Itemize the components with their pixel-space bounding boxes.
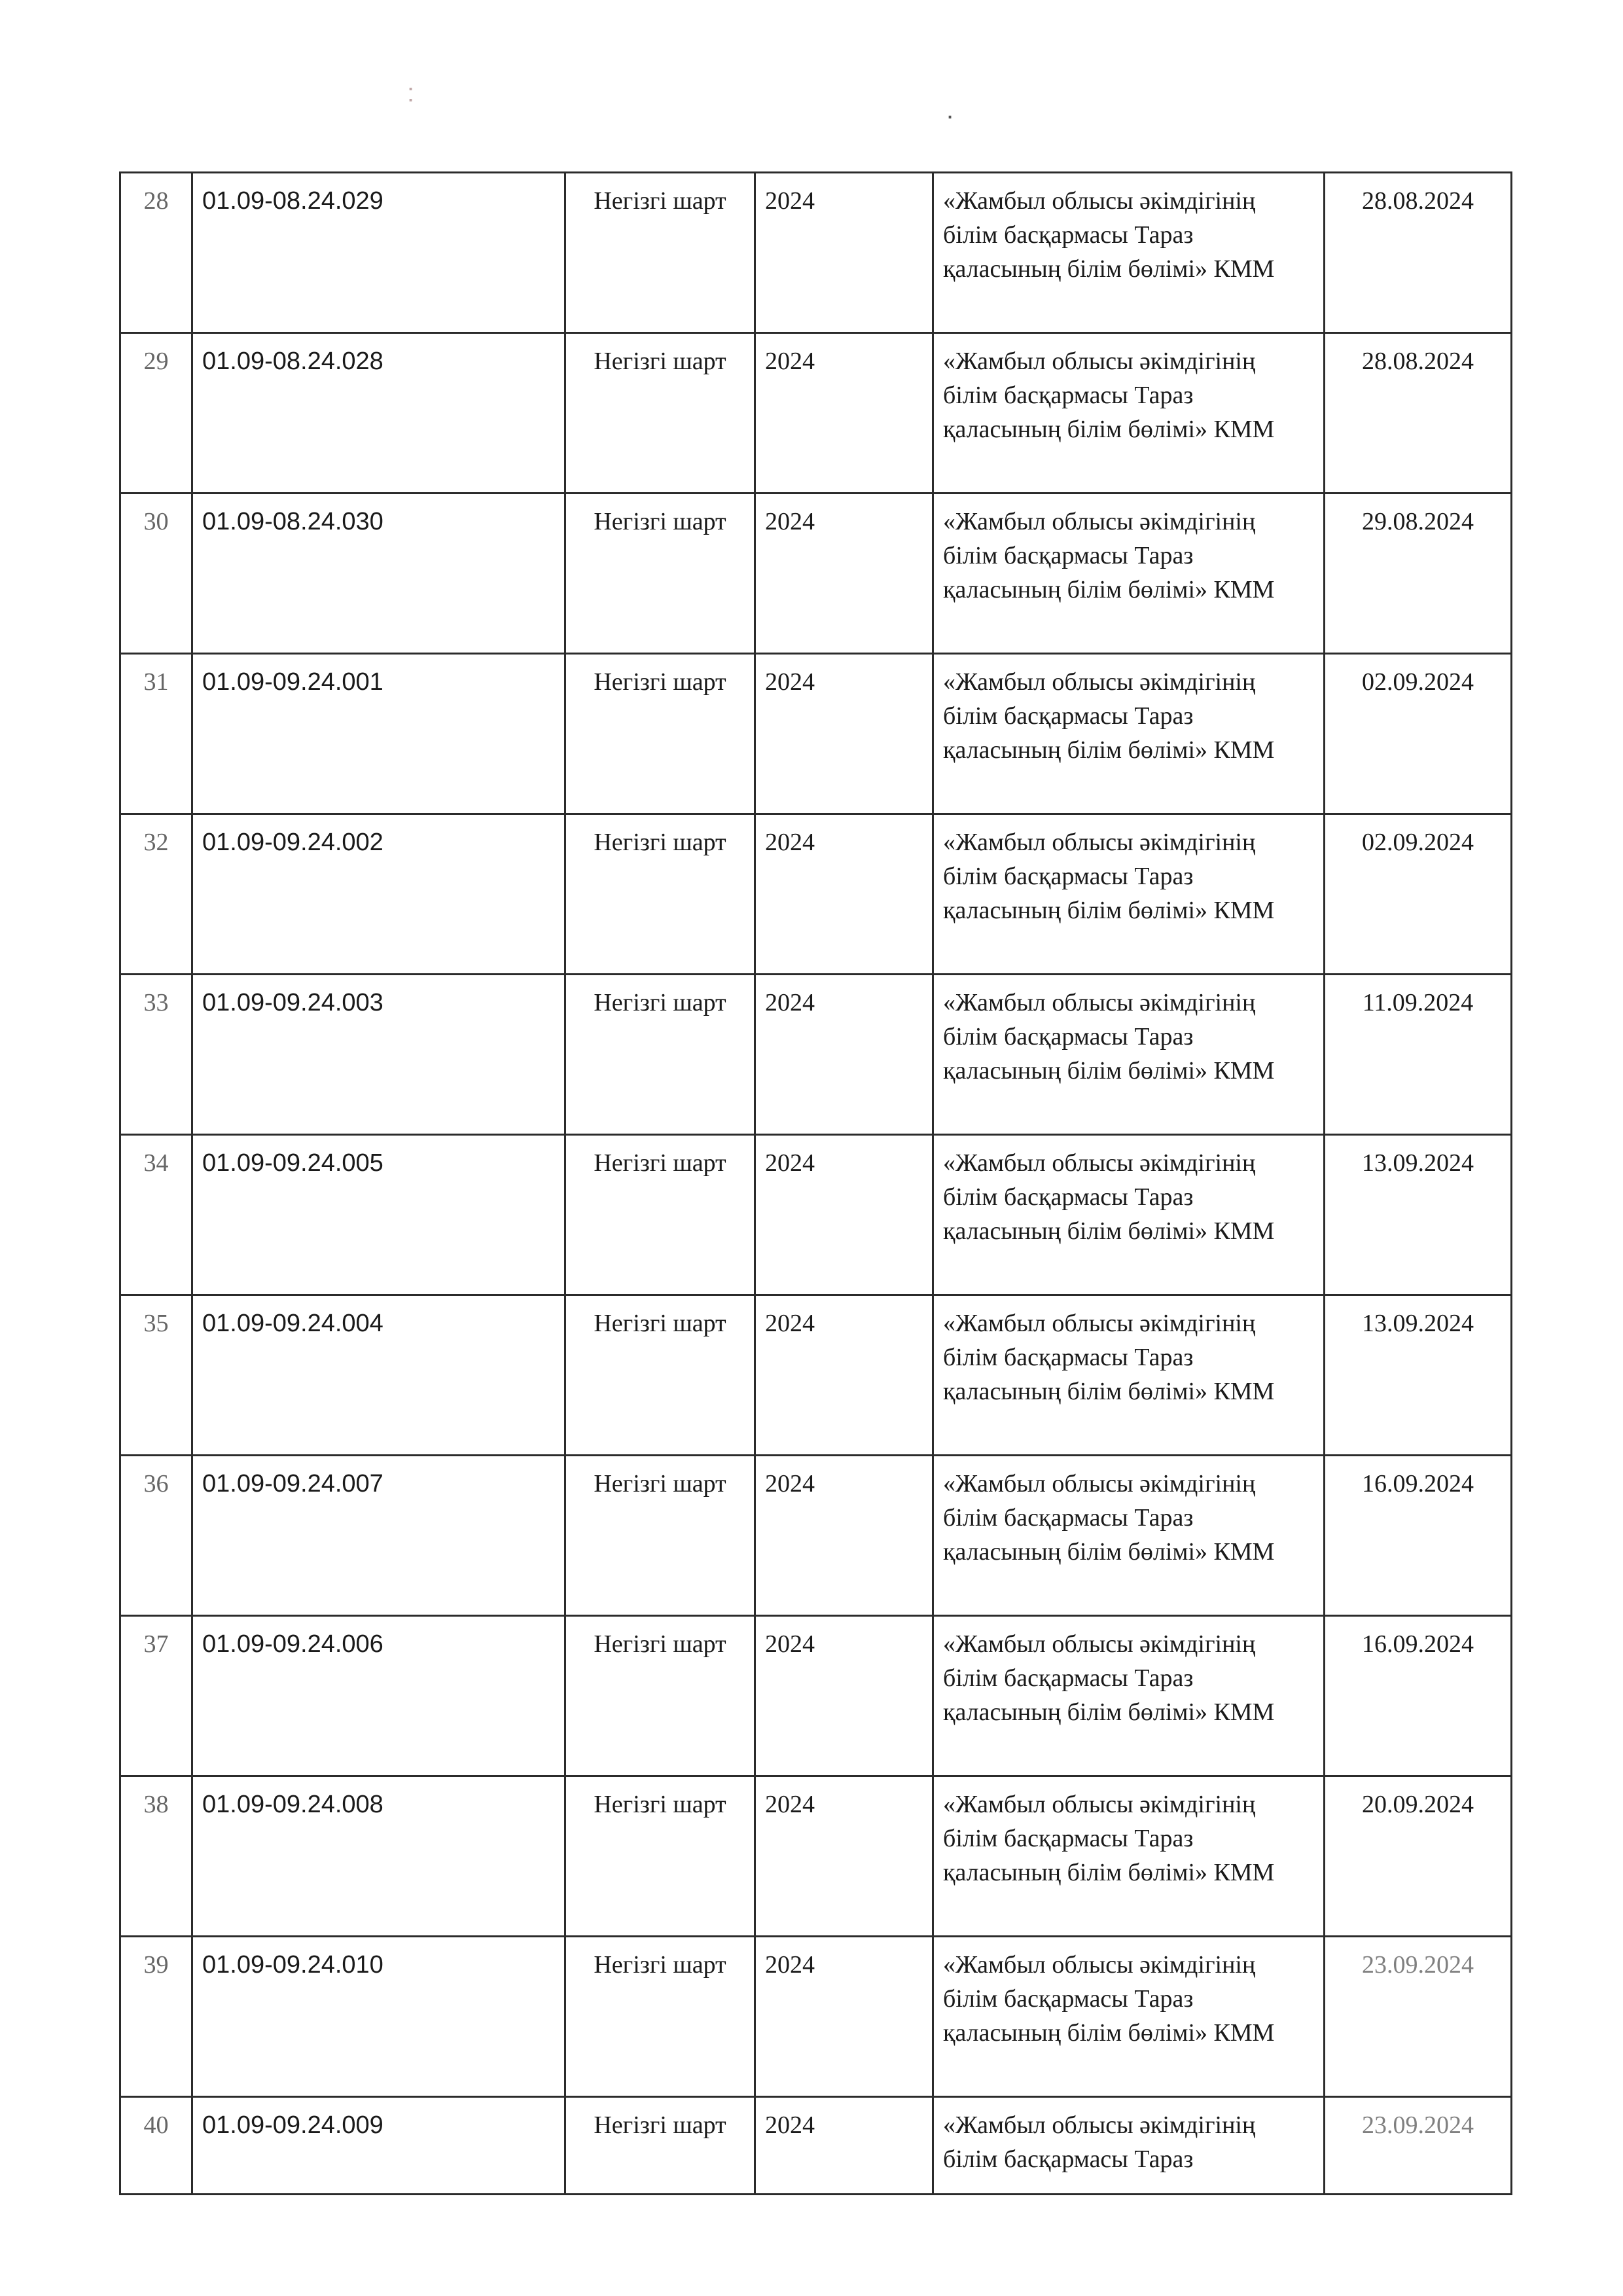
contract-date-cell: 02.09.2024 bbox=[1325, 654, 1512, 814]
row-number-cell: 38 bbox=[120, 1776, 192, 1937]
organization-cell: «Жамбыл облысы әкімдігінің білім басқармасы Тараз қаласының білім бөлімі» КММ bbox=[933, 333, 1325, 493]
table-row bbox=[120, 1937, 1512, 2097]
contract-type-cell: Негізгі шарт bbox=[565, 1616, 755, 1776]
contract-number-cell: 01.09-09.24.006 bbox=[192, 1616, 565, 1776]
contract-number-cell: 01.09-08.24.030 bbox=[192, 493, 565, 654]
row-number-cell: 36 bbox=[120, 1456, 192, 1616]
table-row bbox=[120, 333, 1512, 493]
contract-year-cell: 2024 bbox=[755, 1456, 933, 1616]
contract-type-cell: Негізгі шарт bbox=[565, 654, 755, 814]
table-row bbox=[120, 1616, 1512, 1776]
row-number-cell: 31 bbox=[120, 654, 192, 814]
row-number-cell: 29 bbox=[120, 333, 192, 493]
contract-number-cell: 01.09-09.24.004 bbox=[192, 1295, 565, 1456]
contract-year-cell: 2024 bbox=[755, 493, 933, 654]
contract-number-cell: 01.09-09.24.003 bbox=[192, 975, 565, 1135]
table-row bbox=[120, 493, 1512, 654]
contract-type-cell: Негізгі шарт bbox=[565, 173, 755, 333]
contract-register-body bbox=[120, 173, 1512, 2195]
organization-cell: «Жамбыл облысы әкімдігінің білім басқармасы Тараз қаласының білім бөлімі» КММ bbox=[933, 1295, 1325, 1456]
contract-date-cell: 13.09.2024 bbox=[1325, 1295, 1512, 1456]
row-number-cell: 33 bbox=[120, 975, 192, 1135]
row-number-cell: 40 bbox=[120, 2097, 192, 2195]
organization-cell: «Жамбыл облысы әкімдігінің білім басқармасы Тараз қаласының білім бөлімі» КММ bbox=[933, 975, 1325, 1135]
organization-cell: «Жамбыл облысы әкімдігінің білім басқармасы Тараз қаласының білім бөлімі» КММ bbox=[933, 1135, 1325, 1295]
contract-type-cell: Негізгі шарт bbox=[565, 1295, 755, 1456]
organization-cell: «Жамбыл облысы әкімдігінің білім басқармасы Тараз қаласының білім бөлімі» КММ bbox=[933, 1456, 1325, 1616]
contract-number-cell: 01.09-09.24.007 bbox=[192, 1456, 565, 1616]
contract-type-cell: Негізгі шарт bbox=[565, 1776, 755, 1937]
organization-cell: «Жамбыл облысы әкімдігінің білім басқармасы Тараз қаласының білім бөлімі» КММ bbox=[933, 1616, 1325, 1776]
organization-cell: «Жамбыл облысы әкімдігінің білім басқармасы Тараз bbox=[933, 2097, 1325, 2195]
contract-type-cell: Негізгі шарт bbox=[565, 975, 755, 1135]
table-row bbox=[120, 1135, 1512, 1295]
table-row bbox=[120, 654, 1512, 814]
contract-type-cell: Негізгі шарт bbox=[565, 1135, 755, 1295]
row-number-cell: 34 bbox=[120, 1135, 192, 1295]
contract-date-cell: 20.09.2024 bbox=[1325, 1776, 1512, 1937]
contract-type-cell: Негізгі шарт bbox=[565, 1456, 755, 1616]
table-row bbox=[120, 1295, 1512, 1456]
contract-year-cell: 2024 bbox=[755, 1295, 933, 1456]
table-row bbox=[120, 975, 1512, 1135]
contract-number-cell: 01.09-09.24.008 bbox=[192, 1776, 565, 1937]
contract-number-cell: 01.09-08.24.028 bbox=[192, 333, 565, 493]
contract-date-cell: 11.09.2024 bbox=[1325, 975, 1512, 1135]
row-number-cell: 39 bbox=[120, 1937, 192, 2097]
table-row bbox=[120, 1456, 1512, 1616]
contract-year-cell: 2024 bbox=[755, 2097, 933, 2195]
contract-date-cell: 28.08.2024 bbox=[1325, 333, 1512, 493]
contract-date-cell: 16.09.2024 bbox=[1325, 1616, 1512, 1776]
contract-date-cell: 23.09.2024 bbox=[1325, 2097, 1512, 2195]
contract-year-cell: 2024 bbox=[755, 654, 933, 814]
contract-date-cell: 23.09.2024 bbox=[1325, 1937, 1512, 2097]
row-number-cell: 35 bbox=[120, 1295, 192, 1456]
contract-number-cell: 01.09-09.24.001 bbox=[192, 654, 565, 814]
contract-year-cell: 2024 bbox=[755, 1135, 933, 1295]
contract-type-cell: Негізгі шарт bbox=[565, 1937, 755, 2097]
contract-number-cell: 01.09-08.24.029 bbox=[192, 173, 565, 333]
contract-type-cell: Негізгі шарт bbox=[565, 493, 755, 654]
contract-number-cell: 01.09-09.24.005 bbox=[192, 1135, 565, 1295]
table-row bbox=[120, 2097, 1512, 2195]
contract-number-cell: 01.09-09.24.002 bbox=[192, 814, 565, 975]
contract-type-cell: Негізгі шарт bbox=[565, 333, 755, 493]
contract-year-cell: 2024 bbox=[755, 975, 933, 1135]
contract-date-cell: 16.09.2024 bbox=[1325, 1456, 1512, 1616]
row-number-cell: 37 bbox=[120, 1616, 192, 1776]
organization-cell: «Жамбыл облысы әкімдігінің білім басқармасы Тараз қаласының білім бөлімі» КММ bbox=[933, 654, 1325, 814]
contract-year-cell: 2024 bbox=[755, 1937, 933, 2097]
organization-cell: «Жамбыл облысы әкімдігінің білім басқармасы Тараз қаласының білім бөлімі» КММ bbox=[933, 1776, 1325, 1937]
organization-cell: «Жамбыл облысы әкімдігінің білім басқармасы Тараз қаласының білім бөлімі» КММ bbox=[933, 493, 1325, 654]
contract-number-cell: 01.09-09.24.010 bbox=[192, 1937, 565, 2097]
contract-type-cell: Негізгі шарт bbox=[565, 2097, 755, 2195]
contract-year-cell: 2024 bbox=[755, 1616, 933, 1776]
table-row bbox=[120, 173, 1512, 333]
contract-date-cell: 02.09.2024 bbox=[1325, 814, 1512, 975]
row-number-cell: 32 bbox=[120, 814, 192, 975]
contract-register-table bbox=[119, 171, 1512, 2195]
contract-number-cell: 01.09-09.24.009 bbox=[192, 2097, 565, 2195]
contract-date-cell: 13.09.2024 bbox=[1325, 1135, 1512, 1295]
organization-cell: «Жамбыл облысы әкімдігінің білім басқармасы Тараз қаласының білім бөлімі» КММ bbox=[933, 1937, 1325, 2097]
contract-year-cell: 2024 bbox=[755, 173, 933, 333]
row-number-cell: 30 bbox=[120, 493, 192, 654]
table-row bbox=[120, 1776, 1512, 1937]
contract-year-cell: 2024 bbox=[755, 814, 933, 975]
scan-mark-top-center: . bbox=[946, 96, 954, 124]
organization-cell: «Жамбыл облысы әкімдігінің білім басқармасы Тараз қаласының білім бөлімі» КММ bbox=[933, 814, 1325, 975]
scan-mark-top-left: : bbox=[407, 79, 415, 107]
organization-cell: «Жамбыл облысы әкімдігінің білім басқармасы Тараз қаласының білім бөлімі» КММ bbox=[933, 173, 1325, 333]
row-number-cell: 28 bbox=[120, 173, 192, 333]
table-row bbox=[120, 814, 1512, 975]
contract-year-cell: 2024 bbox=[755, 1776, 933, 1937]
contract-date-cell: 29.08.2024 bbox=[1325, 493, 1512, 654]
contract-date-cell: 28.08.2024 bbox=[1325, 173, 1512, 333]
contract-type-cell: Негізгі шарт bbox=[565, 814, 755, 975]
contract-year-cell: 2024 bbox=[755, 333, 933, 493]
